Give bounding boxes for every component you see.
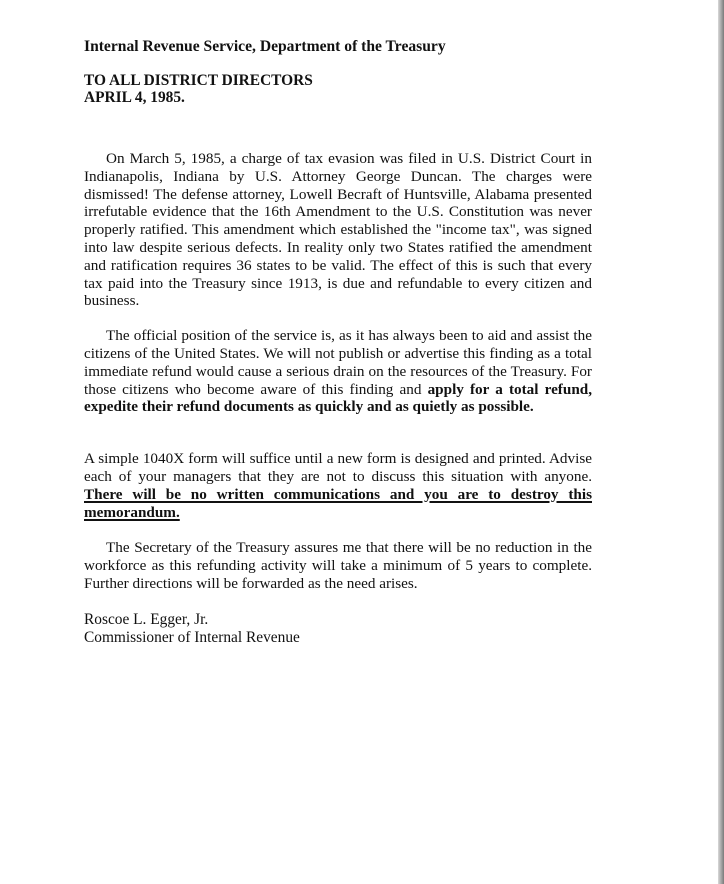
memo-paragraph-3 [84,450,592,521]
memo-paragraph-4: The Secretary of the Treasury assures me that there will be no reduction in the workforce as this refunding activity will take a minimum of 5 years to complete. Further directions will be forwarded as the need arises. [84,539,592,592]
page-edge-divider [718,0,724,884]
paragraph-2-bold-text: apply for a total refund, expedite their refund documents as quickly and as quietly as possible. [84,380,593,416]
memorandum [84,38,592,647]
memo-paragraph-2 [84,327,592,416]
memo-heading: Internal Revenue Service, Department of the Treasury [84,38,446,55]
paragraph-3-emphasis-text: There will be no written communications and you are to destroy this memorandum. [84,485,592,521]
signature-name: Roscoe L. Egger, Jr. [84,610,209,628]
memo-paragraph-1: On March 5, 1985, a charge of tax evasion was filed in U.S. District Court in Indianapolis, Indiana by U.S. Attorney George Duncan. The charges were dismissed! The defense attorney, Lowell Becraft of Huntsville, Alabama presented irrefutable evidence that the 16th Amendment to the U.S. Constitution was never properly ratified. This amendment which established the "income tax", was signed into law despite serious defects. In reality only two States ratified the amendment and ratification requires 36 states to be valid. The effect of this is such that every tax paid into the Treasury since 1913, is due and refundable to every citizen and business. [84,150,592,310]
memo-recipient: TO ALL DISTRICT DIRECTORS [84,72,313,89]
paragraph-3-text: A simple 1040X form will suffice until a new form is designed and printed. Advise each of your managers that they are not to discuss this situation with anyone. [84,450,592,485]
signature-title: Commissioner of Internal Revenue [84,628,300,646]
memo-date: APRIL 4, 1985. [84,89,185,106]
paragraph-2-text: The official position of the service is, as it has always been to aid and assist the citizens of the United States. We will not publish or advertise this finding as a total immediate refund would cause a serious drain on the resources of the Treasury. For those citizens who become aware of this finding and [84,327,592,398]
